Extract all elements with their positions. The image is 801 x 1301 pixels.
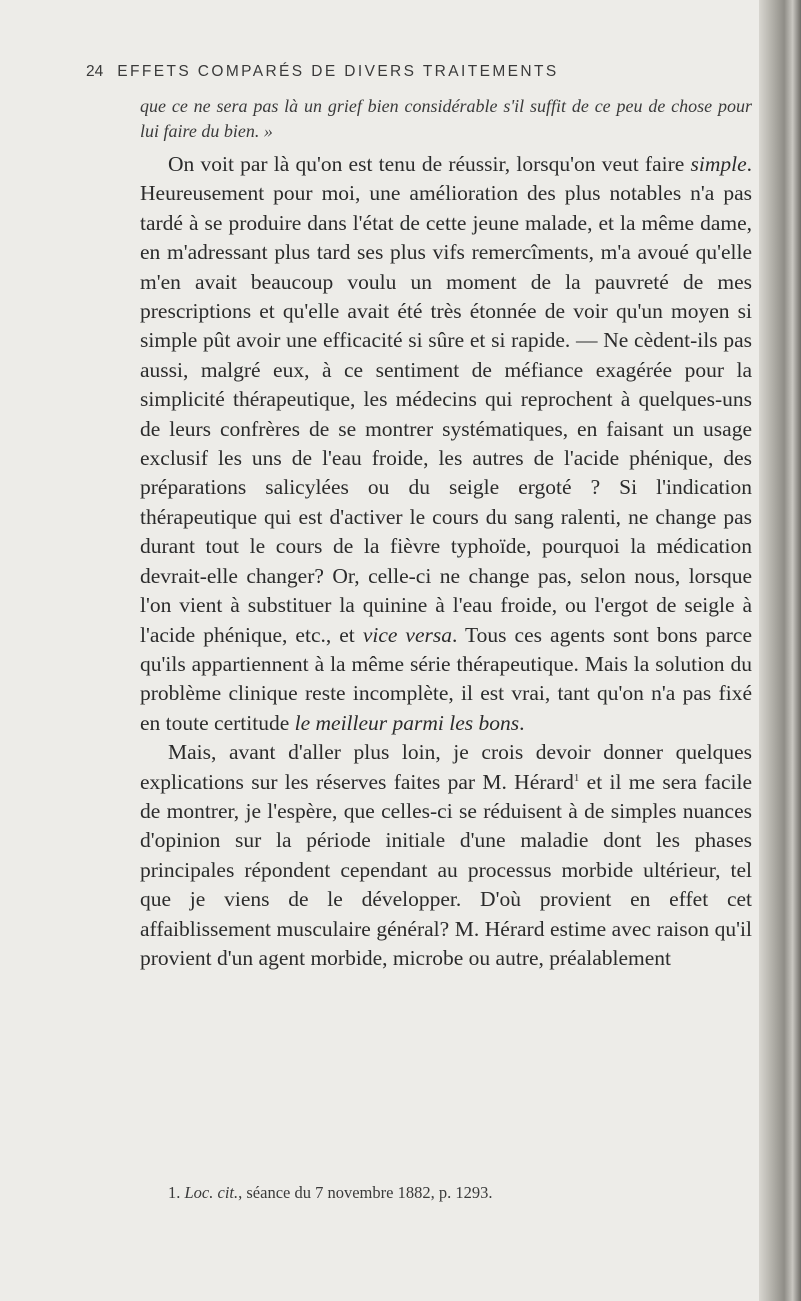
running-head xyxy=(86,63,746,81)
page-number: 24 xyxy=(86,63,104,80)
paragraph-2-part-b: et il me sera facile de montrer, je l'espère, que celles-ci se réduisent à de simples nuances d'opinion sur la période initiale d'une maladie dont les phases principales répondent cependant au processus morbide ultérieur, tel que je viens de le développer. D'où provient en effet cet affaiblissement musculaire général? M. Hérard estime avec raison qu'il provient d'un agent morbide, microbe ou autre, préalablement xyxy=(140,769,752,970)
footnote-text: , séance du 7 novembre 1882, p. 1293. xyxy=(238,1183,493,1202)
paragraph-1 xyxy=(140,150,752,738)
running-title: EFFETS COMPARÉS DE DIVERS TRAITEMENTS xyxy=(117,63,559,80)
footnote xyxy=(168,1183,748,1203)
paragraph-1-part-b: . Heureusement pour moi, une amélioration des plus notables n'a pas tardé à se produire dans l'état de cette jeune malade, et la même dame, en m'adressant plus tard ses plus vifs remercîments, m'a avoué qu'elle m'en avait beaucoup voulu un moment de la pauvreté de mes prescriptions et qu'elle avait été très étonnée de voir qu'un moyen si simple pût avoir une efficacité si sûre et si rapide. — Ne cèdent-ils pas aussi, malgré eux, à ce sentiment de méfiance exagérée pour la simplicité thérapeutique, les médecins qui reprochent à quelques-uns de leurs confrères de se montrer systématiques, en faisant un usage exclusif les uns de l'eau froide, les autres de l'acide phénique, des préparations salicylées ou du seigle ergoté ? Si l'indication thérapeutique qui est d'activer le cours du sang ralenti, ne change pas durant tout le cours de la fièvre typhoïde, pourquoi la médication devrait-elle changer? Or, celle-ci ne change pas, selon nous, lorsque l'on vient à substituer la quinine à l'eau froide, ou l'ergot de seigle à l'acide phénique, etc., et xyxy=(140,152,752,647)
footnote-loc-cit: Loc. cit. xyxy=(184,1183,239,1202)
emphasis-vice-versa: vice versa xyxy=(362,622,453,647)
paragraph-continuation: que ce ne sera pas là un grief bien considérable s'il suffit de ce peu de chose pour lui faire du bien. » xyxy=(140,96,752,141)
emphasis-meilleur: le meilleur parmi les bons xyxy=(294,710,520,735)
emphasis-simple: simple xyxy=(690,152,747,176)
paragraph-1-part-d: . xyxy=(519,710,525,735)
footnote-marker: 1 xyxy=(573,771,580,784)
page-binding-edge xyxy=(759,0,801,1301)
paragraph-1-part-c: . Tous ces agents sont bons parce qu'ils appartiennent à la même série thérapeutique. Mais la solution du problème clinique reste incomplète, il est vrai, tant qu'on n'a pas fixé en toute certitude xyxy=(140,622,753,735)
paragraph-2-part-a: Mais, avant d'aller plus loin, je crois devoir donner quelques explications sur les réserves faites par M. Hérard xyxy=(140,740,752,794)
body-text xyxy=(140,94,752,973)
footnote-number: 1. xyxy=(168,1183,181,1202)
paragraph-2 xyxy=(140,738,752,973)
paragraph-1-part-a: On voit par là qu'on est tenu de réussir, lorsqu'on veut faire xyxy=(168,152,691,176)
